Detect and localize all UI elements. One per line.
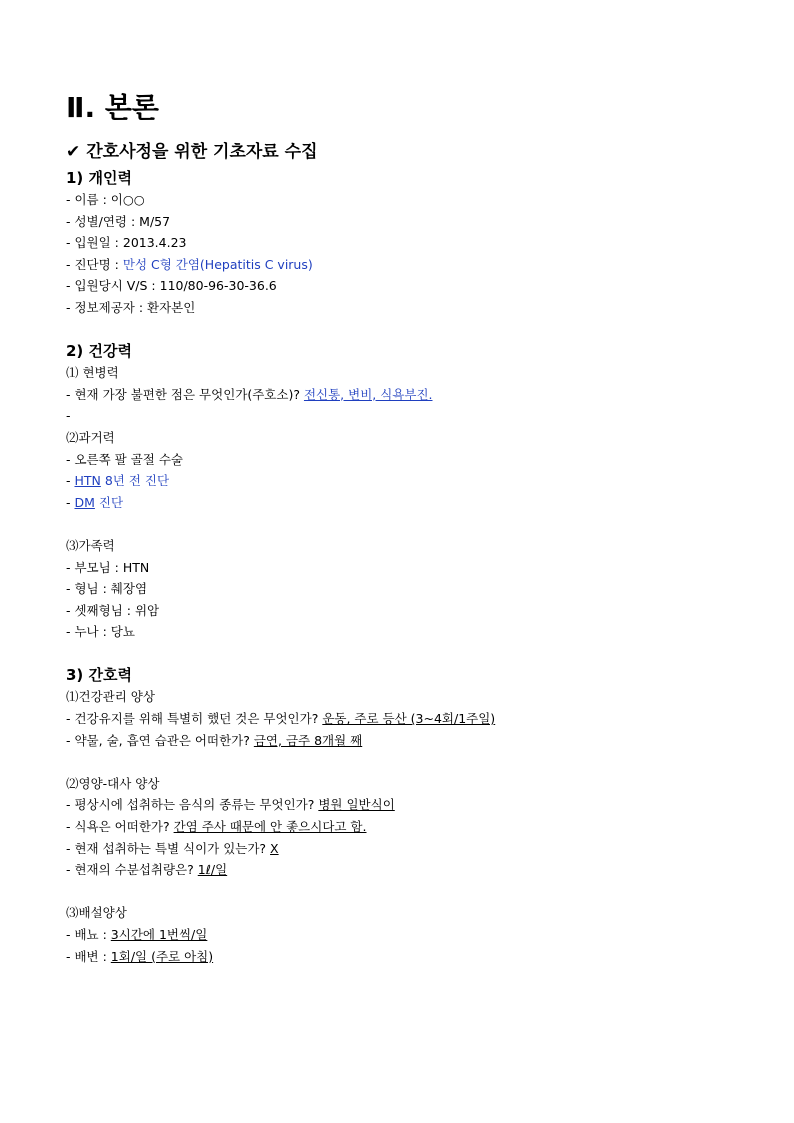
personal-history-heading: 1) 개인력 [66,169,132,187]
nursing-history-heading: 3) 간호력 [66,666,132,685]
chief-complaint-question: - 현재 가장 불편한 점은 무엇인가(주호소)? [66,386,304,402]
present-illness-label: ⑴ 현병력 [66,365,119,381]
spacer [66,881,746,903]
nutrition-item-1 [66,794,746,816]
family-history-label: ⑶가족력 [66,537,115,553]
answer: 3시간에 1번씩/일 [110,927,208,942]
question: - 약물, 술, 흡연 습관은 어떠한가? [66,732,254,748]
list-dash: - [66,494,75,510]
document-page [66,88,746,967]
health-management-label: ⑴건강관리 양상 [66,689,155,705]
question: - 건강유지를 위해 특별히 했던 것은 무엇인가? [66,711,323,727]
empty-list-item: - [66,408,71,424]
chief-complaint [66,384,746,406]
nutrition-item-3 [66,838,746,860]
admission-vital-signs: - 입원당시 V/S : 110/80-96-30-36.6 [66,278,277,294]
nutrition-item-4 [66,859,746,881]
question: - 현재의 수분섭취량은? [66,862,198,878]
spacer [66,513,746,535]
answer: 금연, 금주 8개월 째 [253,732,363,748]
question: - 배뇨 : [66,927,111,942]
diagnosis-label: - 진단명 : [66,256,123,272]
htn-abbr: HTN [74,473,101,489]
family-history-item-3: - 셋째형님 : 위암 [66,602,160,618]
health-management-item-1 [66,708,746,730]
answer: 간염 주사 때문에 안 좋으시다고 함. [173,819,367,835]
family-history-item-1: - 부모님 : HTN [66,559,150,575]
question: - 현재 섭취하는 특별 식이가 있는가? [66,840,271,856]
family-history-item-2: - 형님 : 췌장염 [66,581,148,597]
family-history-item-4: - 누나 : 당뇨 [66,624,135,640]
past-history-item-2 [66,470,746,492]
admission-date: - 입원일 : 2013.4.23 [66,235,187,251]
section-title-text: 간호사정을 위한 기초자료 수집 [86,142,318,162]
spacer [66,751,746,773]
chief-complaint-answer: 전신통, 변비, 식욕부진. [303,386,433,402]
checkmark-icon: ✔ [66,142,81,162]
health-history-heading: 2) 건강력 [66,342,132,361]
health-management-item-2 [66,730,746,752]
elimination-label: ⑶배설양상 [66,905,127,921]
patient-name: - 이름 : 이○○ [66,192,145,207]
spacer [66,643,746,665]
question: - 식욕은 어떠한가? [66,819,174,835]
page-title: Ⅱ. 본론 [66,91,159,124]
list-dash: - [66,473,75,489]
past-history-item-3 [66,492,746,514]
past-history-item-1: - 오른쪽 팔 골절 수술 [66,451,184,467]
answer: 1ℓ/일 [197,862,228,878]
answer: 운동, 주로 등산 (3~4회/1주일) [322,711,496,727]
htn-detail: 8년 전 진단 [100,473,170,489]
answer: 1회/일 (주로 아침) [110,948,214,964]
answer: X [270,840,279,856]
nutrition-metabolism-label: ⑵영양-대사 양상 [66,775,160,791]
elimination-item-2 [66,946,746,968]
dm-detail: 진단 [94,494,124,510]
question: - 배변 : [66,948,111,964]
informant: - 정보제공자 : 환자본인 [66,299,196,315]
diagnosis-value: 만성 C형 간염(Hepatitis C virus) [122,256,313,272]
dm-abbr: DM [74,494,95,510]
spacer [66,319,746,341]
past-history-label: ⑵과거력 [66,429,115,445]
answer: 병원 일반식이 [318,797,395,813]
diagnosis [66,254,746,276]
section-title [66,140,746,164]
nutrition-item-2 [66,816,746,838]
patient-sex-age: - 성별/연령 : M/57 [66,213,171,229]
question: - 평상시에 섭취하는 음식의 종류는 무엇인가? [66,797,319,813]
elimination-item-1 [66,924,746,946]
